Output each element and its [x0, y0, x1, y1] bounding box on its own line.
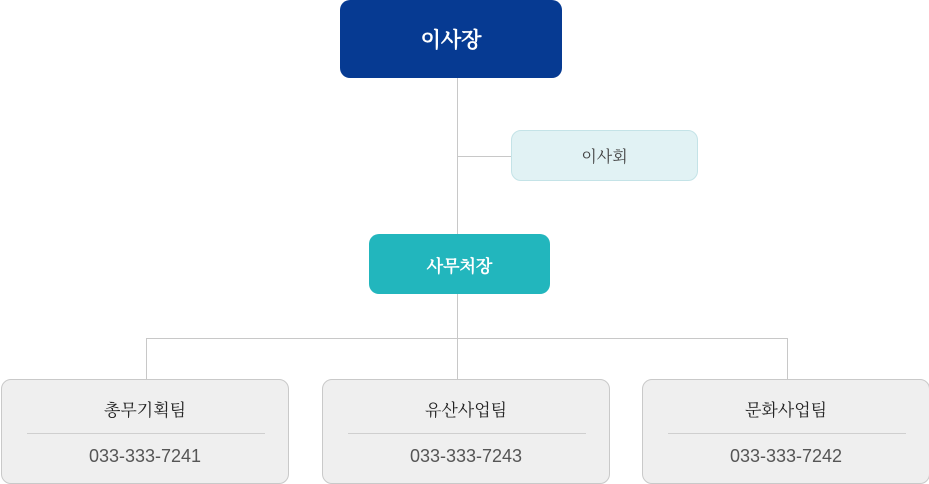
team-phone: 033-333-7243 — [409, 446, 523, 466]
board-box — [511, 130, 698, 181]
secretary-general-box — [369, 234, 550, 294]
team-phone: 033-333-7241 — [88, 446, 202, 466]
chairman-label: 이사장 — [420, 28, 482, 52]
connector-teams-horizontal — [146, 338, 788, 339]
board-label: 이사회 — [581, 147, 628, 166]
team-name: 총무기획팀 — [103, 401, 187, 421]
team-phone: 033-333-7242 — [729, 446, 843, 466]
team-name: 문화사업팀 — [744, 401, 828, 421]
team-name: 유산사업팀 — [424, 401, 508, 421]
chairman-box — [340, 0, 562, 78]
connector-to-team-1 — [146, 338, 147, 379]
team-box-heritage-business — [322, 379, 610, 484]
team-divider — [27, 433, 265, 434]
team-divider — [348, 433, 586, 434]
connector-to-team-3 — [787, 338, 788, 379]
connector-secretary-to-teams — [457, 294, 458, 379]
secretary-general-label: 사무처장 — [426, 256, 493, 277]
connector-to-board — [457, 156, 512, 157]
team-box-general-planning — [1, 379, 289, 484]
team-box-culture-business — [642, 379, 929, 484]
team-divider — [668, 433, 906, 434]
